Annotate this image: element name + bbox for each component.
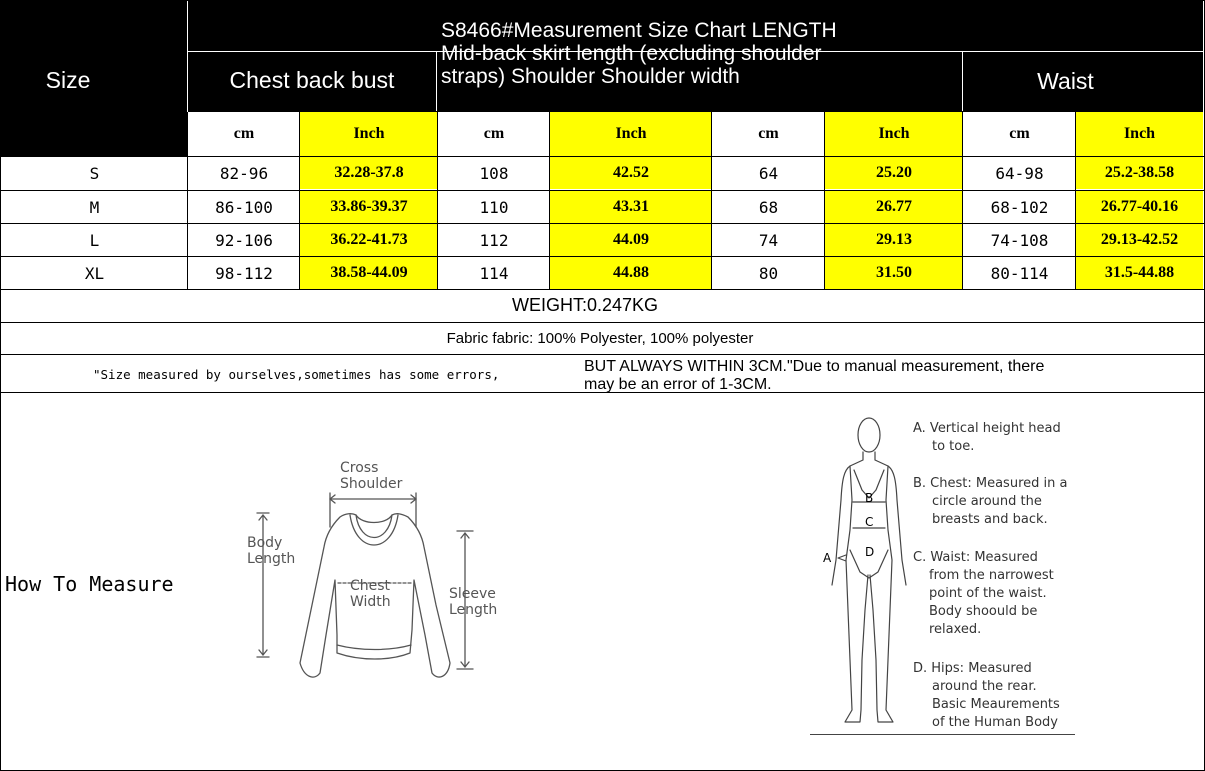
table-cell: 25.20 bbox=[825, 157, 963, 189]
length-heading-line2: Mid-back skirt length (excluding shoulder bbox=[441, 42, 822, 65]
size-heading: Size bbox=[45, 66, 91, 93]
table-cell: 42.52 bbox=[550, 157, 712, 189]
table-cell: 31.50 bbox=[825, 257, 963, 289]
legend-b-line: circle around the bbox=[932, 494, 1042, 509]
table-cell: 112 bbox=[479, 230, 509, 250]
table-cell: 26.77-40.16 bbox=[1076, 191, 1203, 223]
table-cell: 92-106 bbox=[215, 230, 273, 250]
rule bbox=[0, 392, 1205, 393]
legend-a-line: to toe. bbox=[932, 439, 975, 454]
legend-d-line: around the rear. bbox=[932, 679, 1037, 694]
table-cell: 44.88 bbox=[550, 257, 712, 289]
unit-header-cell: cm bbox=[483, 125, 505, 142]
grid-line bbox=[1075, 112, 1076, 289]
body-figure-diagram bbox=[810, 410, 910, 740]
sleeve-length-label-1: Sleeve bbox=[449, 586, 496, 602]
table-cell: 32.28-37.8 bbox=[300, 157, 438, 189]
fabric-text: Fabric fabric: 100% Polyester, 100% polyester bbox=[446, 329, 754, 347]
size-cell: M bbox=[89, 197, 100, 217]
grid-line bbox=[0, 223, 1205, 224]
sleeve-length-label-2: Length bbox=[449, 602, 498, 618]
marker-d: D bbox=[865, 545, 875, 559]
size-cell: L bbox=[89, 230, 100, 250]
weight-text: WEIGHT:0.247KG bbox=[511, 295, 659, 315]
table-cell: 80-114 bbox=[990, 263, 1049, 283]
waist-heading: Waist bbox=[1037, 68, 1094, 94]
legend-d-line: D. Hips: Measured bbox=[913, 661, 1032, 676]
length-heading-line3: straps) Shoulder Shoulder width bbox=[441, 65, 740, 88]
measurement-note-right-2: may be an error of 1-3CM. bbox=[584, 376, 772, 392]
marker-a: A bbox=[823, 551, 832, 565]
chest-heading: Chest back bust bbox=[229, 66, 395, 93]
legend-a-line: A. Vertical height head bbox=[913, 421, 1061, 436]
legend-b-line: B. Chest: Measured in a bbox=[913, 476, 1068, 491]
unit-header-cell: Inch bbox=[825, 112, 963, 156]
grid-line bbox=[824, 112, 825, 289]
figure-baseline bbox=[810, 734, 1075, 735]
chest-width-label-1: Chest bbox=[350, 578, 391, 594]
table-cell: 36.22-41.73 bbox=[300, 224, 438, 256]
rule bbox=[0, 354, 1205, 355]
body-length-label-1: Body bbox=[247, 535, 283, 551]
unit-header-cell: cm bbox=[758, 125, 779, 142]
size-cell: XL bbox=[84, 263, 105, 283]
grid-line bbox=[711, 112, 712, 289]
legend-d bbox=[913, 660, 1060, 732]
table-cell: 31.5-44.88 bbox=[1076, 257, 1203, 289]
table-cell: 29.13 bbox=[825, 224, 963, 256]
legend-a bbox=[913, 420, 1061, 456]
how-to-measure-label: How To Measure bbox=[5, 572, 174, 596]
grid-line bbox=[188, 111, 1203, 112]
legend-d-line: Basic Meaurements bbox=[932, 697, 1060, 712]
vertical-height-marker bbox=[838, 555, 846, 561]
legend-c-line: from the narrowest bbox=[929, 568, 1054, 583]
table-cell: 64 bbox=[758, 163, 779, 183]
unit-header-cell: cm bbox=[1009, 125, 1030, 142]
cross-shoulder-label-2: Shoulder bbox=[340, 476, 403, 492]
grid-line bbox=[0, 256, 1205, 257]
cross-shoulder-label-1: Cross bbox=[340, 460, 379, 476]
head-shape bbox=[858, 418, 880, 452]
table-cell: 98-112 bbox=[215, 263, 273, 283]
grid-line bbox=[0, 156, 1205, 157]
table-cell: 29.13-42.52 bbox=[1076, 224, 1203, 256]
table-cell: 25.2-38.58 bbox=[1076, 157, 1203, 189]
legend-b bbox=[913, 475, 1067, 529]
legend-c-line: C. Waist: Measured bbox=[913, 550, 1038, 565]
unit-header-cell: Inch bbox=[1076, 112, 1203, 156]
grid-line bbox=[187, 112, 188, 289]
table-cell: 33.86-39.37 bbox=[300, 191, 438, 223]
garment-diagram bbox=[240, 455, 510, 695]
header-divider-v1 bbox=[436, 52, 437, 111]
measurement-note-right-1: BUT ALWAYS WITHIN 3CM."Due to manual measurement, there bbox=[584, 358, 1045, 375]
table-cell: 26.77 bbox=[825, 191, 963, 223]
table-cell: 110 bbox=[479, 197, 509, 217]
table-cell: 74-108 bbox=[990, 230, 1049, 250]
size-cell: S bbox=[89, 163, 100, 183]
table-cell: 86-100 bbox=[215, 197, 273, 217]
table-cell: 44.09 bbox=[550, 224, 712, 256]
measurement-note-left: "Size measured by ourselves,sometimes has some errors, bbox=[93, 367, 500, 382]
legend-b-line: breasts and back. bbox=[932, 512, 1048, 527]
table-cell: 80 bbox=[758, 263, 779, 283]
legend-c-line: point of the waist. bbox=[929, 586, 1047, 601]
unit-header-cell: Inch bbox=[300, 112, 438, 156]
marker-c: C bbox=[865, 515, 874, 529]
table-cell: 64-98 bbox=[995, 163, 1044, 183]
legend-c-line: relaxed. bbox=[929, 622, 982, 637]
table-cell: 68-102 bbox=[990, 197, 1049, 217]
table-cell: 38.58-44.09 bbox=[300, 257, 438, 289]
body-length-label-2: Length bbox=[247, 551, 296, 567]
unit-header-cell: cm bbox=[233, 125, 255, 142]
grid-line bbox=[0, 190, 1205, 191]
table-cell: 82-96 bbox=[219, 163, 269, 183]
table-cell: 108 bbox=[479, 163, 509, 183]
table-cell: 68 bbox=[758, 197, 779, 217]
table-cell: 74 bbox=[758, 230, 779, 250]
marker-b: B bbox=[865, 491, 874, 505]
length-heading-line1: S8466#Measurement Size Chart LENGTH bbox=[441, 19, 837, 42]
legend-d-line: of the Human Body bbox=[932, 715, 1058, 730]
grid-line bbox=[549, 112, 550, 289]
grid-line bbox=[299, 112, 300, 289]
chest-width-label-2: Width bbox=[350, 594, 391, 610]
legend-c-line: Body shoould be bbox=[929, 604, 1038, 619]
legend-c bbox=[913, 549, 1054, 639]
grid-line bbox=[437, 112, 438, 289]
unit-header-cell: Inch bbox=[550, 112, 712, 156]
grid-line bbox=[962, 112, 963, 289]
table-cell: 114 bbox=[479, 263, 509, 283]
table-cell: 43.31 bbox=[550, 191, 712, 223]
